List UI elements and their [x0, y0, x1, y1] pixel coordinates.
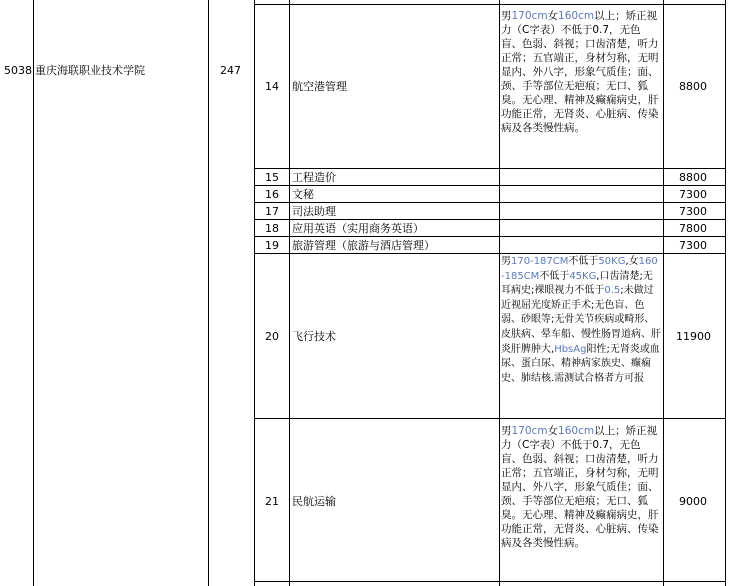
- requirement-highlight: 160-185CM: [501, 256, 658, 282]
- major-name: 民航运输: [292, 495, 336, 508]
- requirement-text: 阳性;无肾炎或血尿、蛋白尿、精神病家族史、癫痫史、肺结核.需测试合格者方可报: [501, 343, 660, 384]
- major-requirement: [501, 9, 661, 135]
- major-name: 飞行技术: [292, 330, 336, 343]
- major-fee: 7300: [679, 204, 707, 218]
- major-name: 航空港管理: [292, 80, 347, 93]
- col-line-2: [208, 0, 209, 586]
- requirement-text: 不低于: [568, 256, 599, 267]
- major-fee: 8800: [679, 170, 707, 184]
- col-line-5: [499, 0, 500, 586]
- requirement-highlight: 0.5: [604, 285, 621, 297]
- major-fee: 7800: [679, 221, 707, 235]
- requirement-highlight: 160cm: [558, 10, 595, 22]
- major-fee: 8800: [679, 79, 707, 93]
- major-name: 旅游管理（旅游与酒店管理）: [292, 239, 435, 252]
- row-line-21: [254, 581, 726, 582]
- requirement-text: 以上；矫正视力（C字表）不低于0.7，无色盲、色弱、斜视；口齿清楚，听力正常；五官端正，身材匀称，无明显内、外八字，形象气质佳；面、颈、手等部位无疤痕；无口、狐臭。无心理、精神及癫痫病史，肝功能正常，无肾炎、心脏病、传染病及各类慢性病。: [501, 10, 659, 134]
- major-fee: 11900: [676, 329, 711, 343]
- major-no: 19: [265, 238, 279, 252]
- major-fee: 9000: [679, 494, 707, 508]
- requirement-highlight: 170cm: [511, 425, 548, 437]
- col-line-left: [33, 0, 34, 586]
- major-name: 文秘: [292, 188, 314, 201]
- major-no: 15: [265, 170, 279, 184]
- major-requirement: [501, 424, 661, 550]
- col-line-4: [289, 0, 290, 586]
- requirement-highlight: HbsAg: [554, 343, 587, 355]
- major-fee: 7300: [679, 187, 707, 201]
- row-line-top: [254, 4, 726, 5]
- requirement-text: 女: [547, 10, 559, 22]
- major-name: 应用英语（实用商务英语）: [292, 222, 424, 235]
- row-line-19: [254, 253, 726, 254]
- requirement-highlight: 45KG: [569, 270, 597, 282]
- requirement-text: 男: [501, 10, 512, 22]
- requirement-highlight: 160cm: [558, 425, 595, 437]
- major-name: 司法助理: [292, 205, 336, 218]
- school-name: 重庆海联职业技术学院: [35, 64, 145, 77]
- requirement-text: 男: [501, 425, 512, 437]
- major-no: 16: [265, 187, 279, 201]
- requirement-text: 不低于: [539, 270, 570, 282]
- major-no: 18: [265, 221, 279, 235]
- requirement-text: 女: [547, 425, 559, 437]
- school-code: 5038: [4, 63, 32, 77]
- major-name: 工程造价: [292, 171, 336, 184]
- row-line-15: [254, 185, 726, 186]
- major-no: 14: [265, 79, 279, 93]
- major-no: 17: [265, 204, 279, 218]
- major-fee: 7300: [679, 238, 707, 252]
- major-no: 20: [265, 329, 279, 343]
- major-requirement: [501, 255, 661, 386]
- major-no: 21: [265, 494, 279, 508]
- requirement-highlight: 170-187CM: [511, 256, 569, 267]
- school-plan-count: 247: [220, 63, 241, 77]
- row-line-20: [254, 418, 726, 419]
- col-line-6: [663, 0, 664, 586]
- requirement-text: 男: [501, 256, 511, 267]
- requirement-text: 以上；矫正视力（C字表）不低于0.7，无色盲、色弱、斜视；口齿清楚，听力正常；五官端正，身材匀称，无明显内、外八字，形象气质佳；面、颈、手等部位无疤痕；无口、狐臭。无心理、精神及癫痫病史，肝功能正常，无肾炎、心脏病、传染病及各类慢性病。: [501, 425, 659, 549]
- requirement-highlight: 50KG: [598, 256, 626, 267]
- col-line-right: [725, 0, 726, 586]
- requirement-text: ,口齿清楚;无耳病史;裸眼视力不低于: [501, 270, 653, 297]
- requirement-highlight: 170cm: [511, 10, 548, 22]
- requirement-text: ,女: [625, 256, 639, 267]
- requirement-text: ;未做过近视屈光度矫正手术;无色盲、色弱、砂眼等;无骨关节疾病或畸形、皮肤病、晕车船、慢性肠胃道病、肝炎肝脾肿大,: [501, 285, 661, 355]
